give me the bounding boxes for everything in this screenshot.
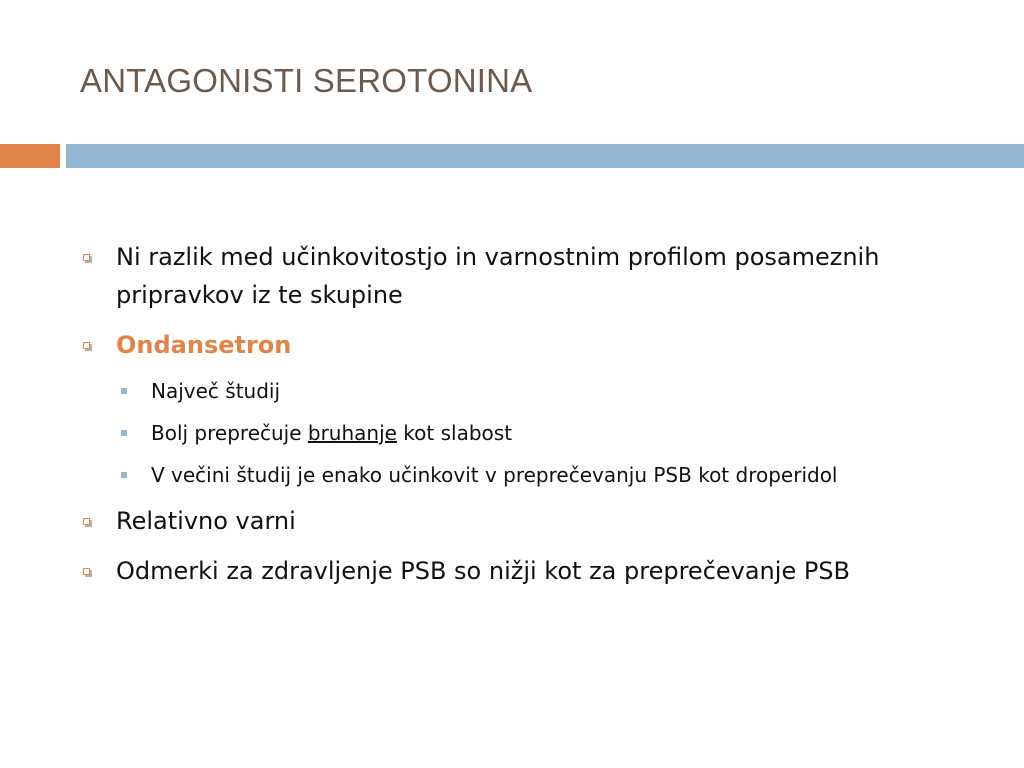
square-bullet-icon (83, 342, 90, 349)
small-square-bullet-icon (121, 430, 127, 436)
bullet-item (80, 552, 980, 590)
small-square-bullet-icon (121, 388, 127, 394)
sub-bullet-item (116, 418, 980, 448)
slide-title: ANTAGONISTI SEROTONINA (80, 62, 533, 99)
sub-bullet-text-suffix: kot slabost (396, 421, 513, 445)
bullet-list (80, 238, 980, 602)
bullet-item-ondansetron (80, 326, 980, 364)
bullet-text: Ni razlik med učinkovitostjo in varnostnim profilom posameznih pripravkov iz te skupine (116, 243, 880, 309)
bullet-item (80, 238, 980, 314)
bullet-item (80, 502, 980, 540)
small-square-bullet-icon (121, 472, 127, 478)
sub-bullet-text-prefix: Bolj preprečuje (151, 421, 308, 445)
accent-bar-orange (0, 144, 60, 168)
sub-bullet-text: V večini študij je enako učinkovit v preprečevanju PSB kot droperidol (151, 463, 838, 487)
sub-bullet-item (116, 376, 980, 406)
sub-bullet-item (116, 460, 980, 490)
square-bullet-icon (83, 518, 90, 525)
bullet-text: Ondansetron (116, 331, 292, 359)
underlined-word: bruhanje (307, 421, 397, 445)
square-bullet-icon (83, 254, 90, 261)
sub-bullet-text: Največ študij (151, 379, 281, 403)
square-bullet-icon (83, 568, 90, 575)
bullet-text: Relativno varni (116, 507, 296, 535)
bullet-text: Odmerki za zdravljenje PSB so nižji kot za preprečevanje PSB (116, 557, 851, 585)
accent-bar-blue (66, 144, 1024, 168)
